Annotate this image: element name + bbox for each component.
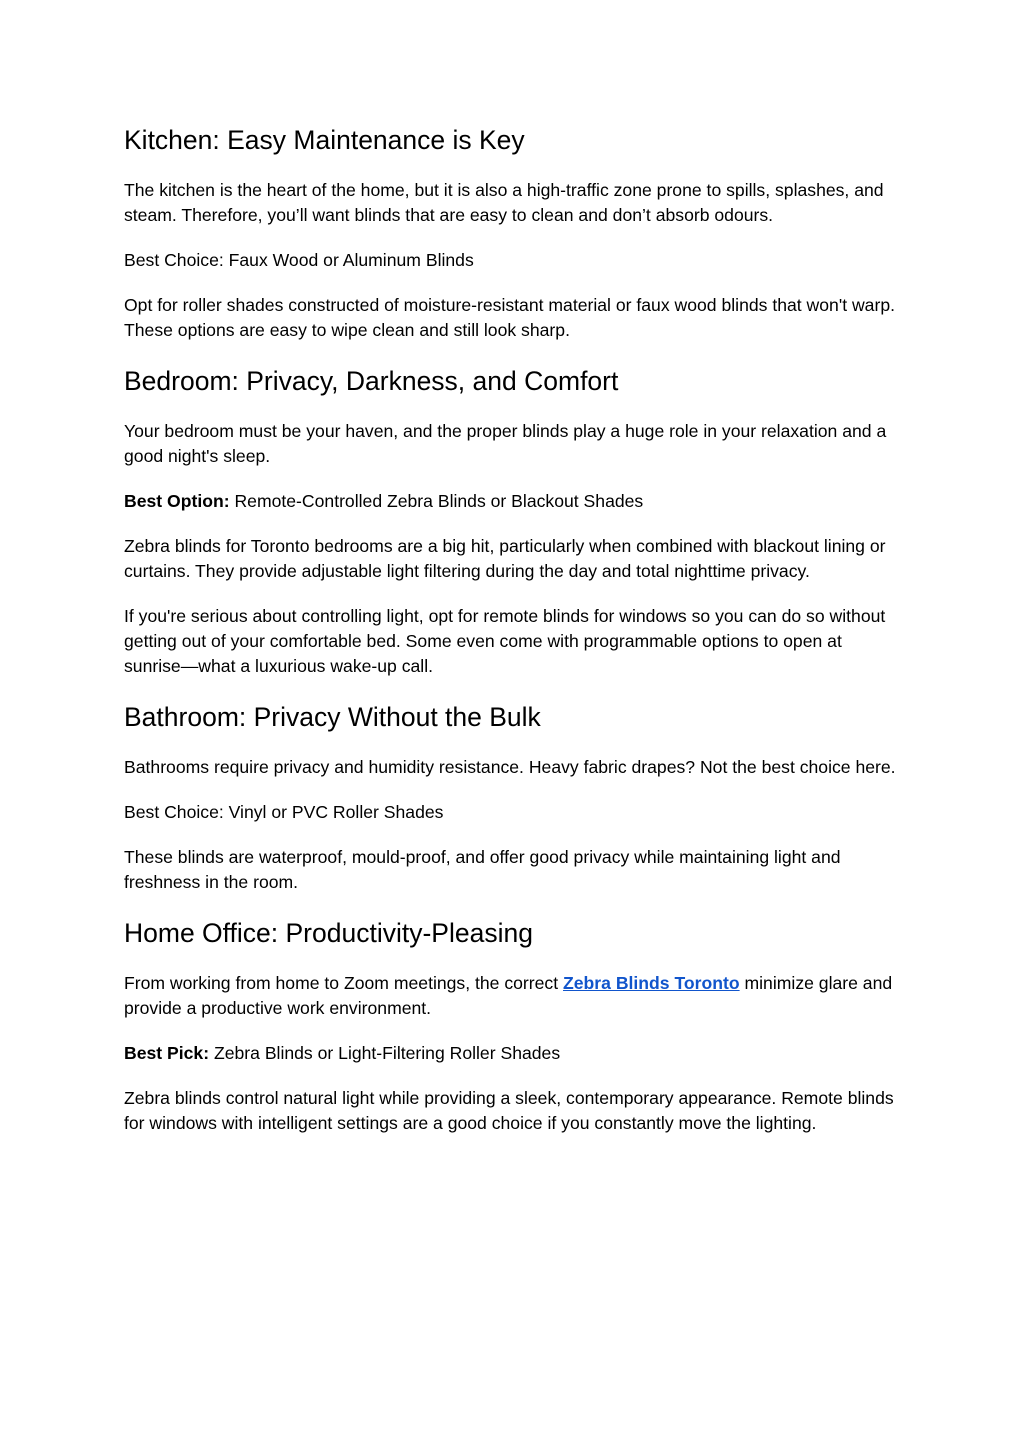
- bedroom-remote-paragraph: If you're serious about controlling light, opt for remote blinds for windows so you can do so without getting out of your comfortable bed. Some even come with programmable options to open at sunrise—what a luxurious wake-up call.: [124, 606, 886, 676]
- office-intro-paragraph: [124, 971, 900, 1021]
- office-intro-after: minimize glare and provide a productive work environment.: [124, 973, 893, 1018]
- office-heading: Home Office: Productivity-Pleasing: [124, 918, 533, 948]
- office-detail-paragraph: Zebra blinds control natural light while providing a sleek, contemporary appearance. Remote blinds for windows with intelligent settings are a good choice if you constantly move the lighting.: [124, 1088, 894, 1133]
- bedroom-intro-paragraph: Your bedroom must be your haven, and the proper blinds play a huge role in your relaxation and a good night's sleep.: [124, 421, 887, 466]
- bedroom-heading: Bedroom: Privacy, Darkness, and Comfort: [124, 366, 619, 396]
- kitchen-best-choice: Best Choice: Faux Wood or Aluminum Blinds: [124, 250, 474, 270]
- bedroom-best-option: [124, 489, 900, 514]
- kitchen-section: [124, 122, 900, 343]
- office-intro-before: From working from home to Zoom meetings, the correct: [124, 973, 564, 993]
- bedroom-best-option-value: Remote-Controlled Zebra Blinds or Blackout Shades: [229, 491, 644, 511]
- kitchen-heading: Kitchen: Easy Maintenance is Key: [124, 125, 525, 155]
- bedroom-best-option-label: Best Option:: [124, 491, 230, 511]
- bathroom-best-choice: Best Choice: Vinyl or PVC Roller Shades: [124, 802, 444, 822]
- office-best-pick-label: Best Pick:: [124, 1043, 210, 1063]
- bedroom-zebra-paragraph: Zebra blinds for Toronto bedrooms are a big hit, particularly when combined with blackout lining or curtains. They provide adjustable light filtering during the day and total nighttime privacy.: [124, 536, 886, 581]
- bathroom-section: [124, 699, 900, 895]
- zebra-blinds-toronto-link[interactable]: Zebra Blinds Toronto: [563, 973, 740, 993]
- bedroom-section: [124, 363, 900, 679]
- kitchen-detail-paragraph: Opt for roller shades constructed of moisture-resistant material or faux wood blinds that won't warp. These options are easy to wipe clean and still look sharp.: [124, 295, 895, 340]
- document-page: [124, 122, 900, 1156]
- office-best-pick-value: Zebra Blinds or Light-Filtering Roller Shades: [209, 1043, 561, 1063]
- office-section: [124, 915, 900, 1136]
- bathroom-heading: Bathroom: Privacy Without the Bulk: [124, 702, 541, 732]
- bathroom-intro-paragraph: Bathrooms require privacy and humidity resistance. Heavy fabric drapes? Not the best choice here.: [124, 757, 896, 777]
- kitchen-intro-paragraph: The kitchen is the heart of the home, but it is also a high-traffic zone prone to spills, splashes, and steam. Therefore, you’ll want blinds that are easy to clean and don’t absorb odours.: [124, 180, 884, 225]
- office-best-pick: [124, 1041, 900, 1066]
- bathroom-detail-paragraph: These blinds are waterproof, mould-proof, and offer good privacy while maintaining light and freshness in the room.: [124, 847, 841, 892]
